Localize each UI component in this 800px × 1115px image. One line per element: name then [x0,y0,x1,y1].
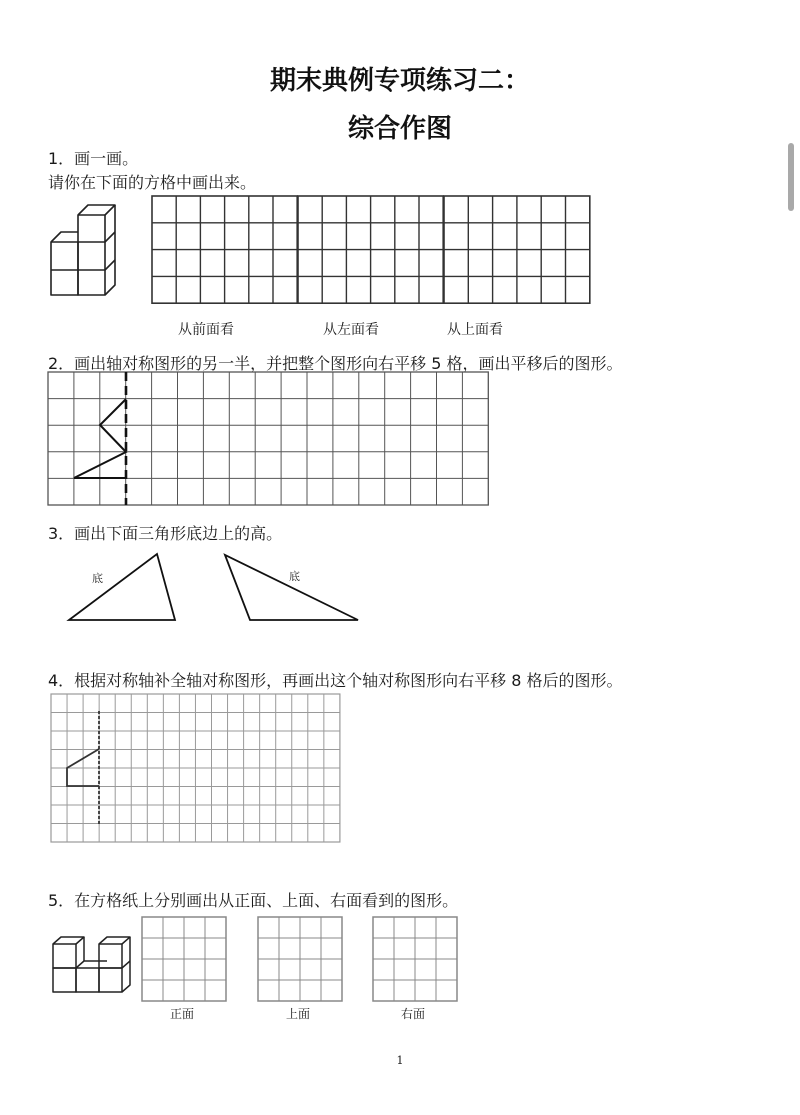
caption-top-view: 从上面看 [447,322,503,338]
q5-cube-figure [53,937,130,992]
triangle-1 [69,554,175,620]
question-3-text: 3．画出下面三角形底边上的高。 [48,524,283,543]
grid-top[interactable] [258,917,342,1001]
question-5-text: 5．在方格纸上分别画出从正面、上面、右面看到的图形。 [48,891,459,910]
question-2-text: 2．画出轴对称图形的另一半，并把整个图形向右平移 5 格，画出平移后的图形。 [48,354,623,373]
triangle-2-base-label: 底 [289,570,300,583]
grid-top-view[interactable] [444,196,590,303]
question-1-title: 1．画一画。 [48,149,139,168]
caption-top: 上面 [286,1007,311,1021]
triangle-2 [225,555,358,620]
grid-front[interactable] [142,917,226,1001]
grid-front-view[interactable] [152,196,297,303]
page-number: 1 [396,1054,404,1067]
q1-drawing-grids [152,196,590,303]
triangle-1-base-label: 底 [92,572,103,585]
q4-grid [51,694,340,842]
q1-cube-figure [51,205,115,295]
page-title: 期末典例专项练习二： [269,66,530,96]
question-1-instruction: 请你在下面的方格中画出来。 [48,173,257,192]
caption-right: 右面 [401,1007,426,1021]
grid-right[interactable] [373,917,457,1001]
grid-left-view[interactable] [298,196,443,303]
caption-front: 正面 [170,1007,195,1021]
page-subtitle: 综合作图 [347,114,452,144]
caption-front-view: 从前面看 [178,322,234,338]
q5-drawing-grids [142,917,457,1001]
grid-q4-paper[interactable] [51,694,340,842]
question-4-text: 4．根据对称轴补全轴对称图形，再画出这个轴对称图形向右平移 8 格后的图形。 [48,671,623,690]
caption-left-view: 从左面看 [323,322,379,338]
